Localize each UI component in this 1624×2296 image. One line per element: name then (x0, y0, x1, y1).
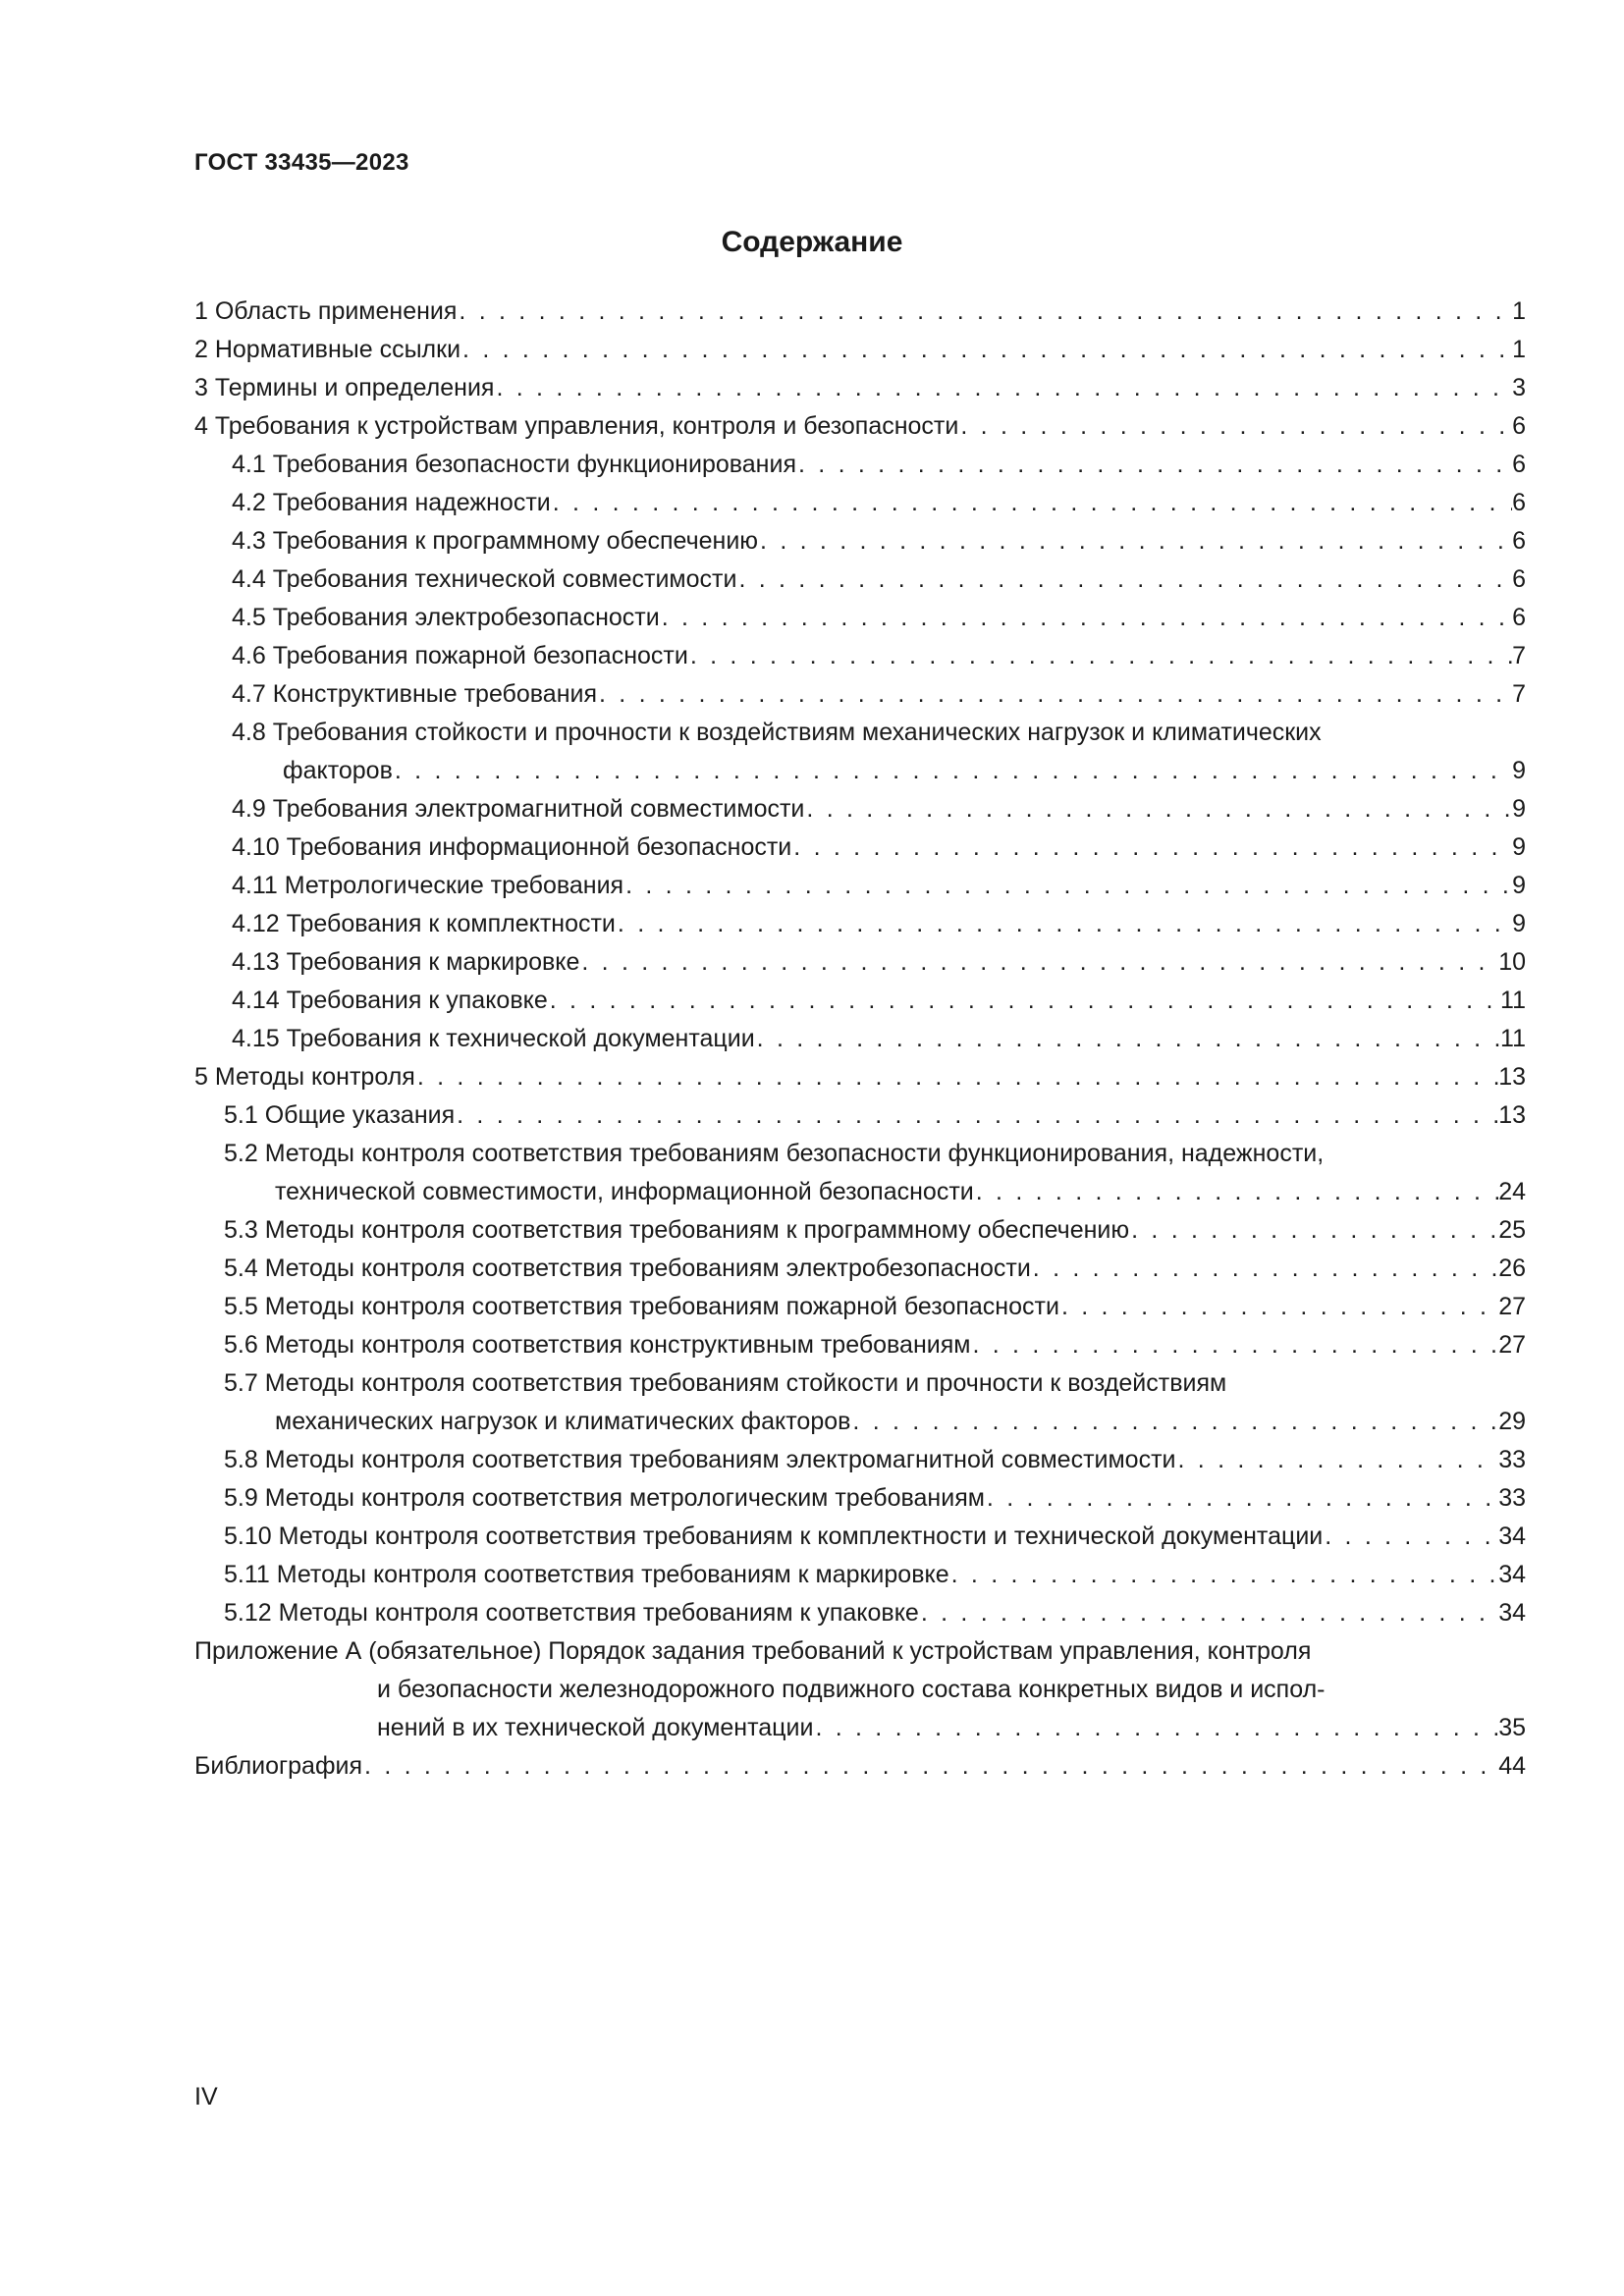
toc-entry[interactable] (194, 1479, 1526, 1518)
toc-leader-dots (804, 790, 1512, 828)
toc-entry-title: 5.10 Методы контроля соответствия требованиям к комплектности и технической документации (224, 1522, 1324, 1550)
toc-entry[interactable] (194, 905, 1526, 943)
toc-entry-page: 6 (1512, 604, 1526, 631)
toc-leader-dots (616, 905, 1512, 943)
toc-entry-title: нений в их технической документации (377, 1714, 814, 1741)
toc-entry[interactable] (194, 1096, 1526, 1135)
toc-entry[interactable] (194, 982, 1526, 1020)
toc-leader-dots (597, 675, 1512, 714)
toc-leader-dots (949, 1556, 1499, 1594)
toc-entry[interactable] (194, 1594, 1526, 1632)
toc-entry-page: 9 (1512, 872, 1526, 899)
toc-entry-page: 6 (1512, 489, 1526, 516)
toc-leader-dots (796, 446, 1512, 484)
toc-entry[interactable] (194, 675, 1526, 714)
toc-entry-page: 13 (1498, 1063, 1526, 1091)
toc-leader-dots (1129, 1211, 1498, 1250)
toc-entry[interactable] (194, 790, 1526, 828)
toc-leader-dots (548, 982, 1500, 1020)
toc-entry[interactable] (194, 561, 1526, 599)
toc-entry[interactable] (194, 331, 1526, 369)
toc-leader-dots (455, 1096, 1498, 1135)
toc-entry-page: 27 (1498, 1331, 1526, 1359)
toc-entry-title: 5.5 Методы контроля соответствия требованиям пожарной безопасности (224, 1293, 1059, 1320)
toc-leader-dots (623, 867, 1512, 905)
toc-entry-title: 4.7 Конструктивные требования (232, 680, 597, 708)
toc-entry[interactable] (194, 867, 1526, 905)
toc-leader-dots (494, 369, 1512, 407)
toc-entry-title: 4.13 Требования к маркировке (232, 948, 580, 976)
toc-entry-page: 34 (1498, 1561, 1526, 1588)
toc-leader-dots (736, 561, 1512, 599)
toc-leader-dots (660, 599, 1512, 637)
toc-entry-page: 9 (1512, 757, 1526, 784)
toc-entry-page: 7 (1512, 680, 1526, 708)
toc-entry-page: 9 (1512, 795, 1526, 823)
toc-entry-title: 4.8 Требования стойкости и прочности к воздействиям механических нагрузок и климатических (232, 719, 1322, 746)
toc-entry[interactable] (194, 1441, 1526, 1479)
toc-entry-title: 4.1 Требования безопасности функционирования (232, 451, 796, 478)
toc-entry[interactable] (194, 446, 1526, 484)
toc-entry-page: 34 (1498, 1522, 1526, 1550)
toc-entry-title: 5.6 Методы контроля соответствия конструктивным требованиям (224, 1331, 971, 1359)
toc-entry-page: 10 (1498, 948, 1526, 976)
toc-entry[interactable] (194, 484, 1526, 522)
toc-leader-dots (460, 331, 1512, 369)
toc-leader-dots (551, 484, 1512, 522)
toc-leader-dots (1323, 1518, 1498, 1556)
toc-entry-title: 4 Требования к устройствам управления, контроля и безопасности (194, 412, 959, 440)
toc-entry-page: 13 (1498, 1101, 1526, 1129)
toc-entry-title: и безопасности железнодорожного подвижного состава конкретных видов и испол- (377, 1676, 1326, 1703)
toc-entry-title: 5.3 Методы контроля соответствия требованиям к программному обеспечению (224, 1216, 1130, 1244)
toc-entry-title: 5.11 Методы контроля соответствия требованиям к маркировке (224, 1561, 949, 1588)
toc-entry-title: Приложение А (обязательное) Порядок задания требований к устройствам управления, контроля (194, 1637, 1312, 1665)
toc-entry-page: 33 (1498, 1446, 1526, 1473)
toc-entry-page: 9 (1512, 910, 1526, 937)
toc-leader-dots (1059, 1288, 1498, 1326)
toc-entry-title: 5.4 Методы контроля соответствия требованиям электробезопасности (224, 1255, 1031, 1282)
toc-entry-page: 1 (1512, 336, 1526, 363)
document-code: ГОСТ 33435—2023 (194, 149, 409, 176)
toc-leader-dots (974, 1173, 1498, 1211)
toc-entry-title: 4.11 Метрологические требования (232, 872, 624, 899)
toc-entry-title: 5.7 Методы контроля соответствия требованиям стойкости и прочности к воздействиям (224, 1369, 1227, 1397)
toc-leader-dots (1176, 1441, 1499, 1479)
toc-entry[interactable] (194, 1135, 1526, 1211)
toc-leader-dots (791, 828, 1512, 867)
page-number: IV (194, 2083, 218, 2110)
toc-entry-title: 4.2 Требования надежности (232, 489, 551, 516)
toc-entry[interactable] (194, 369, 1526, 407)
toc-leader-dots (985, 1479, 1498, 1518)
toc-entry[interactable] (194, 828, 1526, 867)
toc-entry[interactable] (194, 714, 1526, 790)
toc-entry-page: 44 (1498, 1752, 1526, 1780)
toc-entry[interactable] (194, 1632, 1526, 1747)
toc-title: Содержание (721, 226, 903, 258)
table-of-contents (194, 293, 1526, 1786)
toc-leader-dots (362, 1747, 1498, 1786)
toc-leader-dots (393, 752, 1512, 790)
toc-entry-title: 3 Термины и определения (194, 374, 495, 401)
toc-leader-dots (919, 1594, 1498, 1632)
toc-entry-page: 33 (1498, 1484, 1526, 1512)
toc-entry-title: 4.6 Требования пожарной безопасности (232, 642, 688, 669)
toc-entry[interactable] (194, 1020, 1526, 1058)
toc-leader-dots (970, 1326, 1498, 1364)
toc-entry-title: 5.1 Общие указания (224, 1101, 456, 1129)
toc-entry-page: 35 (1498, 1714, 1526, 1741)
toc-entry-title: технической совместимости, информационной безопасности (275, 1178, 974, 1205)
toc-entry[interactable] (194, 1518, 1526, 1556)
toc-entry-page: 29 (1498, 1408, 1526, 1435)
toc-entry[interactable] (194, 599, 1526, 637)
toc-entry-title: 4.9 Требования электромагнитной совместимости (232, 795, 805, 823)
toc-entry-page: 6 (1512, 565, 1526, 593)
toc-entry-title: Библиография (194, 1752, 363, 1780)
toc-leader-dots (1031, 1250, 1498, 1288)
toc-entry-title: 4.12 Требования к комплектности (232, 910, 616, 937)
toc-entry-page: 26 (1498, 1255, 1526, 1282)
toc-entry-page: 11 (1500, 1025, 1526, 1052)
toc-entry-title: 4.15 Требования к технической документации (232, 1025, 755, 1052)
toc-entry-title: 5 Методы контроля (194, 1063, 415, 1091)
toc-entry-title: 5.8 Методы контроля соответствия требованиям электромагнитной совместимости (224, 1446, 1176, 1473)
toc-entry-title: 4.4 Требования технической совместимости (232, 565, 737, 593)
toc-leader-dots (850, 1403, 1498, 1441)
toc-entry[interactable] (194, 522, 1526, 561)
toc-entry-title: 5.9 Методы контроля соответствия метрологическим требованиям (224, 1484, 985, 1512)
toc-entry-title: 4.3 Требования к программному обеспечению (232, 527, 759, 555)
toc-entry[interactable] (194, 637, 1526, 675)
toc-entry-title: 4.5 Требования электробезопасности (232, 604, 660, 631)
toc-entry-page: 7 (1512, 642, 1526, 669)
toc-entry-page: 11 (1500, 987, 1526, 1014)
toc-entry[interactable] (194, 1211, 1526, 1250)
toc-entry[interactable] (194, 1058, 1526, 1096)
toc-entry-page: 1 (1512, 297, 1526, 325)
toc-entry[interactable] (194, 1556, 1526, 1594)
toc-entry-page: 9 (1512, 833, 1526, 861)
toc-entry-page: 6 (1512, 527, 1526, 555)
toc-leader-dots (457, 293, 1512, 331)
toc-leader-dots (579, 943, 1498, 982)
toc-leader-dots (758, 522, 1512, 561)
toc-entry-title: факторов (283, 757, 393, 784)
toc-entry[interactable] (194, 943, 1526, 982)
toc-entry-title: 2 Нормативные ссылки (194, 336, 461, 363)
toc-entry[interactable] (194, 1326, 1526, 1364)
toc-entry-page: 24 (1498, 1178, 1526, 1205)
toc-entry[interactable] (194, 1747, 1526, 1786)
toc-entry-page: 3 (1512, 374, 1526, 401)
toc-entry-title: 1 Область применения (194, 297, 458, 325)
toc-entry-page: 34 (1498, 1599, 1526, 1627)
toc-entry[interactable] (194, 1288, 1526, 1326)
toc-entry-title: 5.12 Методы контроля соответствия требованиям к упаковке (224, 1599, 919, 1627)
toc-entry[interactable] (194, 1250, 1526, 1288)
toc-entry[interactable] (194, 407, 1526, 446)
toc-entry-title: 4.14 Требования к упаковке (232, 987, 548, 1014)
toc-leader-dots (688, 637, 1512, 675)
toc-leader-dots (958, 407, 1512, 446)
toc-entry-title: механических нагрузок и климатических факторов (275, 1408, 851, 1435)
toc-entry-page: 6 (1512, 412, 1526, 440)
toc-leader-dots (415, 1058, 1498, 1096)
toc-entry-title: 5.2 Методы контроля соответствия требованиям безопасности функционирования, надежности, (224, 1140, 1325, 1167)
toc-entry-title: 4.10 Требования информационной безопасности (232, 833, 792, 861)
toc-entry[interactable] (194, 293, 1526, 331)
toc-entry[interactable] (194, 1364, 1526, 1441)
toc-entry-page: 25 (1498, 1216, 1526, 1244)
toc-entry-page: 27 (1498, 1293, 1526, 1320)
toc-leader-dots (813, 1709, 1498, 1747)
toc-leader-dots (755, 1020, 1500, 1058)
toc-entry-page: 6 (1512, 451, 1526, 478)
